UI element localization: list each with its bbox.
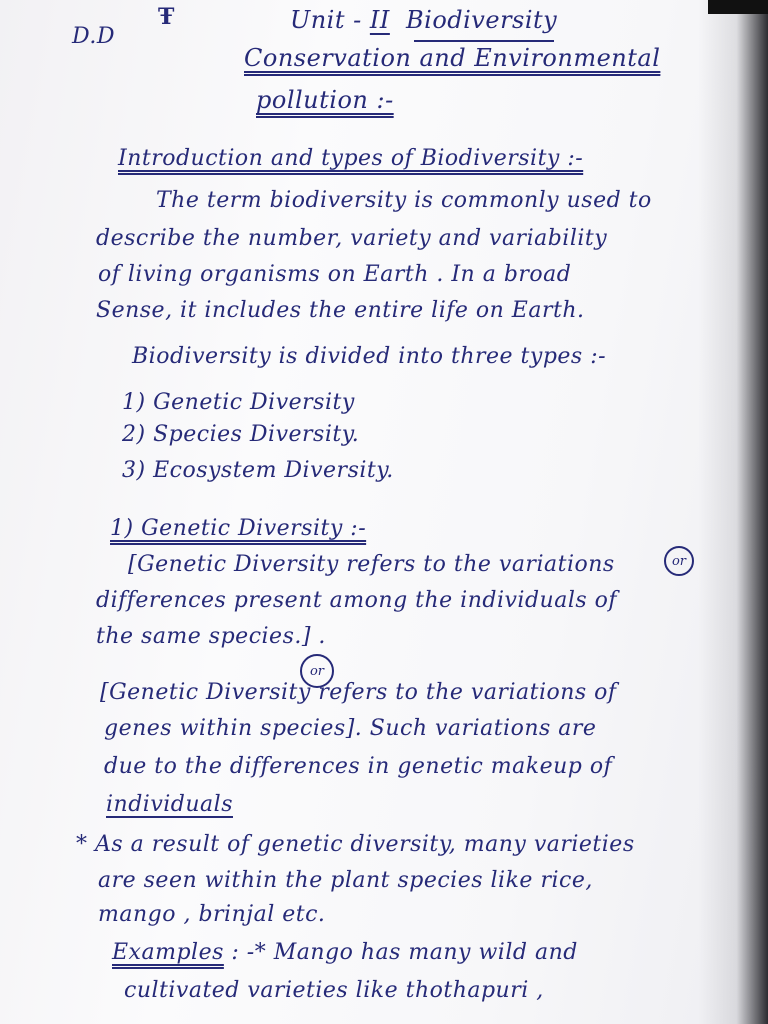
or-circle-text-2: or [309, 663, 325, 679]
title-unit-roman: II [369, 6, 390, 34]
result-line-2: are seen within the plant species like rice, [98, 868, 593, 893]
title-line-3: pollution :- [256, 86, 394, 114]
title-subject: Biodiversity [406, 6, 558, 34]
def2-line-4: individuals [106, 792, 233, 817]
title-unit-prefix: Unit - [290, 6, 362, 34]
title-line-1 [290, 6, 557, 34]
examples-text-1: : -* Mango has many wild and [231, 940, 578, 965]
intro-heading: Introduction and types of Biodiversity :- [118, 146, 584, 171]
result-line-3: mango , brinjal etc. [98, 902, 326, 927]
def1-line-1: [Genetic Diversity refers to the variations [128, 552, 615, 577]
genetic-heading-text: 1) Genetic Diversity :- [110, 516, 367, 541]
def2-line-3: due to the differences in genetic makeup of [104, 754, 613, 779]
intro-line-3: of living organisms on Earth . In a broad [98, 262, 572, 287]
page-corner-shadow [708, 0, 768, 14]
intro-line-4: Sense, it includes the entire life on Earth. [96, 298, 585, 323]
examples-line-2: cultivated varieties like thothapuri , [124, 978, 544, 1003]
def2-line-2: genes within species]. Such variations are [104, 716, 597, 741]
author-initials: D.D [72, 24, 115, 49]
type-item-ecosystem: 3) Ecosystem Diversity. [122, 458, 394, 483]
title-underline-1 [414, 40, 554, 42]
def1-line-3: the same species.] . [96, 624, 326, 649]
result-line-1: * As a result of genetic diversity, many varieties [76, 832, 635, 857]
examples-line-1 [112, 940, 578, 965]
intro-line-1: The term biodiversity is commonly used to [156, 188, 652, 213]
def2-line-1: [Genetic Diversity refers to the variations of [100, 680, 617, 705]
def1-line-2: differences present among the individuals of [96, 588, 618, 613]
title-line-2: Conservation and Environmental [244, 44, 661, 72]
or-circle-text-1: or [671, 553, 687, 569]
types-lead: Biodiversity is divided into three types :- [132, 344, 607, 369]
type-item-genetic: 1) Genetic Diversity [122, 390, 355, 415]
intro-line-2: describe the number, variety and variability [96, 226, 608, 251]
genetic-heading [110, 516, 366, 541]
examples-label: Examples [112, 940, 224, 965]
page-edge-shadow [698, 0, 768, 1024]
or-circle-marker-1 [664, 546, 694, 576]
header-symbol: Ŧ [158, 4, 175, 30]
type-item-species: 2) Species Diversity. [122, 422, 360, 447]
